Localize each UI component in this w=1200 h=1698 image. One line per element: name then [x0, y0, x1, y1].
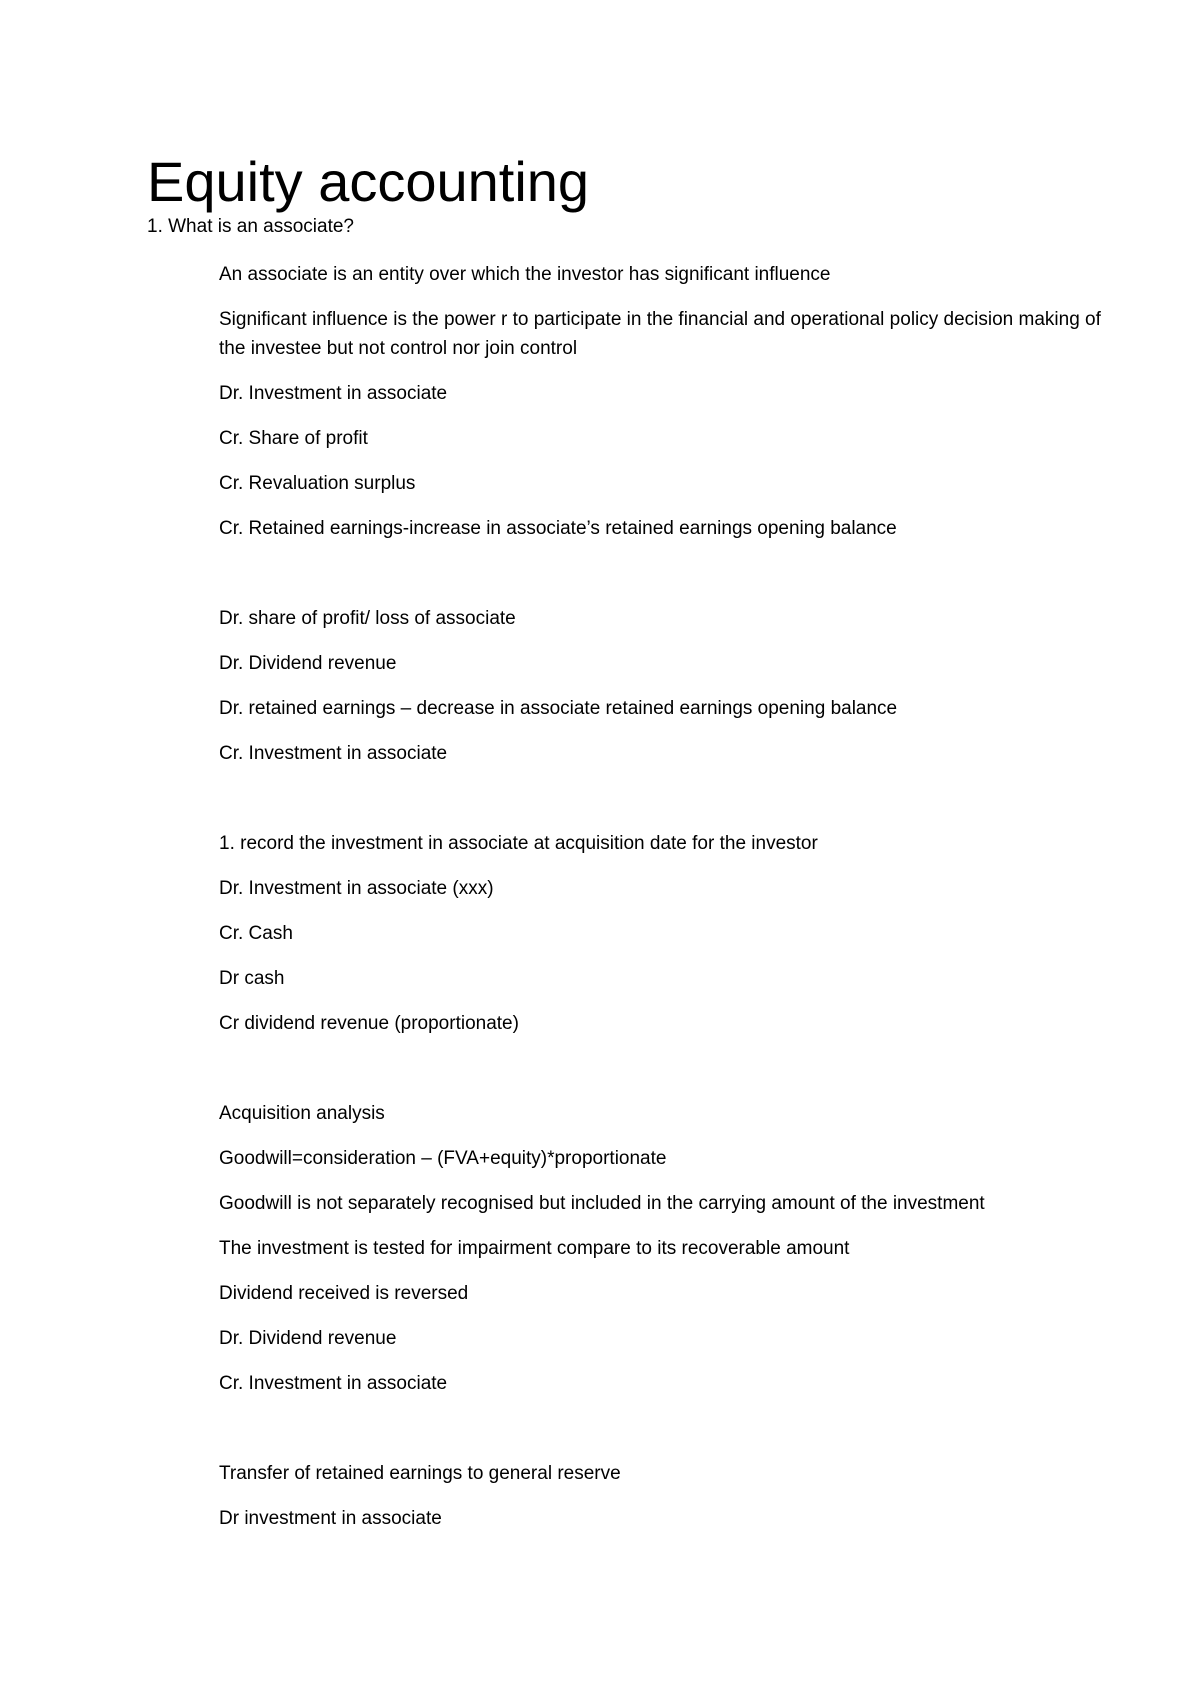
paragraph-line: Dr. Investment in associate (xxx) [219, 878, 494, 899]
paragraph-line: Cr. Retained earnings-increase in associate’s retained earnings opening balance [219, 518, 897, 539]
paragraph-line: Cr. Investment in associate [219, 743, 448, 764]
paragraph-line: Dr. share of profit/ loss of associate [219, 608, 516, 629]
paragraph-line: Dividend received is reversed [219, 1283, 469, 1304]
blank-line [219, 1054, 1119, 1099]
paragraph-line: Acquisition analysis [219, 1103, 385, 1124]
paragraph-line: Significant influence is the power r to participate in the financial and operational policy decision making of the investee but not control nor join control [219, 309, 1101, 359]
paragraph-line: Dr cash [219, 968, 285, 989]
paragraph-line: Dr. Dividend revenue [219, 1328, 397, 1349]
paragraph-line: Cr. Share of profit [219, 428, 368, 449]
paragraph-line: Cr. Investment in associate [219, 1373, 448, 1394]
document-body [219, 260, 1119, 1549]
paragraph-line: Transfer of retained earnings to general reserve [219, 1463, 621, 1484]
paragraph-line: Goodwill is not separately recognised but included in the carrying amount of the investment [219, 1193, 985, 1214]
paragraph-line: Cr. Cash [219, 923, 293, 944]
paragraph-line: Dr. Investment in associate [219, 383, 448, 404]
paragraph-line: 1. record the investment in associate at acquisition date for the investor [219, 833, 818, 854]
paragraph-line: Dr investment in associate [219, 1508, 442, 1529]
blank-line [219, 559, 1119, 604]
blank-line [219, 784, 1119, 829]
paragraph-line: Cr dividend revenue (proportionate) [219, 1013, 519, 1034]
question-heading: 1. What is an associate? [147, 216, 354, 237]
paragraph-line: The investment is tested for impairment compare to its recoverable amount [219, 1238, 850, 1259]
paragraph-line: Dr. Dividend revenue [219, 653, 397, 674]
document-title: Equity accounting [147, 150, 590, 213]
paragraph-line: Dr. retained earnings – decrease in associate retained earnings opening balance [219, 698, 898, 719]
paragraph-line: Goodwill=consideration – (FVA+equity)*proportionate [219, 1148, 667, 1169]
blank-line [219, 1414, 1119, 1459]
paragraph-line: An associate is an entity over which the investor has significant influence [219, 264, 831, 285]
paragraph-line: Cr. Revaluation surplus [219, 473, 416, 494]
